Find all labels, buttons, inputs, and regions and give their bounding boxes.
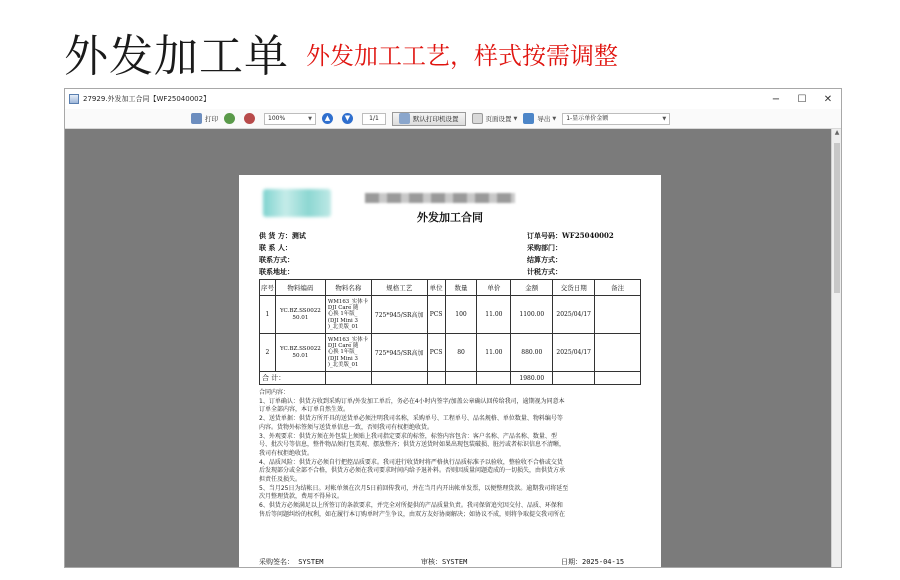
prev-page-button[interactable] (322, 113, 336, 124)
arrow-down-icon: ▼ (342, 113, 353, 124)
vertical-scrollbar[interactable] (831, 129, 841, 568)
table-header-row (260, 280, 641, 296)
cell-code: YC.BZ.SS0022 50.01 (275, 296, 325, 334)
terms-line: 后发现部分或全部不合格，供货方必须在我司要求时间内给予退补料。否则因质量问题造成的一切损失，由供货方承 (259, 467, 566, 475)
column-header: 数量 (445, 280, 477, 296)
cell-remark (595, 296, 641, 334)
column-header: 规格工艺 (371, 280, 427, 296)
cell-remark (595, 334, 641, 372)
terms-line: 次月整理货款，费用不得异议。 (259, 493, 344, 501)
column-header: 物料编码 (275, 280, 325, 296)
scroll-up-icon[interactable]: ▲ (834, 129, 840, 136)
terms-line: 订单全部内容，本订单自然生效。 (259, 406, 350, 414)
print-preview-window (64, 88, 842, 568)
zoom-select[interactable] (264, 113, 316, 125)
cell-price: 11.00 (477, 296, 511, 334)
terms-line: 号、批次号等信息，整件物品须打包美观、摆放整齐；供货方送货时如果出现包装破损、脏污或者标识信息不清晰， (259, 441, 566, 449)
default-printer-label: 默认打印机设置 (413, 115, 459, 123)
purchaser-signature: 采购签名： SYSTEM (259, 558, 324, 566)
total-row (260, 372, 641, 385)
window-title: 27929.外发加工合同【WF25040002】 (83, 95, 211, 103)
chevron-down-icon: ▼ (308, 115, 312, 122)
contact-method: 联系方式： (259, 255, 294, 264)
page-setup-button[interactable] (472, 113, 518, 124)
cell-amount: 880.00 (511, 334, 553, 372)
order-number: 订单号码：WF25040002 (527, 231, 614, 240)
page-setup-label: 页面设置 (485, 115, 512, 123)
supplier-info (259, 230, 306, 278)
printer-settings-icon (399, 113, 410, 124)
zoom-value: 100% (268, 114, 286, 122)
terms-line: 内容。货物外标签须与送货单信息一致，否则我司有权拒绝收货。 (259, 423, 434, 431)
terms-line: 3、外观要求：供货方须在外包装上须贴上我司指定要求的标签，标签内容包含：客户名称、产品名称、数量、型 (259, 432, 557, 440)
display-mode-select[interactable] (562, 113, 670, 125)
zoom-out-icon (244, 113, 255, 124)
zoom-out-button[interactable] (244, 113, 258, 124)
page-setup-icon (472, 113, 483, 124)
cell-seq: 1 (260, 296, 276, 334)
page-number-input[interactable] (362, 113, 386, 125)
banner-subtitle: 外发加工工艺，样式按需调整 (306, 42, 618, 70)
reviewer-signature: 审核：SYSTEM (421, 558, 468, 566)
terms-line: 合同内容： (259, 389, 290, 396)
total-amount: 1980.00 (511, 372, 553, 385)
app-icon (69, 94, 79, 104)
contact-person: 联 系 人： (259, 243, 292, 252)
document-title: 外发加工合同 (417, 211, 483, 224)
cell-qty: 100 (445, 296, 477, 334)
column-header: 单价 (477, 280, 511, 296)
terms-line: 担责任及损失。 (259, 476, 302, 484)
order-info (527, 230, 614, 278)
terms-line: 6、供货方必须满足以上所签订的条款要求，并完全对所提供的产品质量负责。我司保留追究因交付、品质、环保和 (259, 502, 563, 510)
column-header: 备注 (595, 280, 641, 296)
cell-amount: 1100.00 (511, 296, 553, 334)
settlement-method: 结算方式： (527, 255, 562, 264)
terms-line: 4、品质风险：供货方必须自行把控品质要求。我司进行收货时将严格执行品质标准予以验收，整验收不合格或交货 (259, 458, 563, 466)
table-row (260, 296, 641, 334)
print-button[interactable] (191, 113, 218, 124)
display-mode-value: 1-显示单价金额 (566, 114, 609, 122)
purchase-department: 采购部门： (527, 243, 562, 252)
terms-line: 售后等问题纠纷的权利，如在履行本订购单时产生争议，由双方友好协商解决；如协议不成，则将争取提交我司所在 (259, 510, 566, 518)
cell-name: WM163_实体卡 DJI Care 随 心换 1年版_ (DJI Mini 3 )_北美版_01 (325, 296, 371, 334)
chevron-down-icon: ▼ (662, 115, 667, 122)
column-header: 交货日期 (553, 280, 595, 296)
preview-toolbar (65, 109, 841, 129)
cell-spec: 725*945/SR高加 (371, 334, 427, 372)
minimize-button[interactable]: − (771, 93, 781, 105)
column-header: 物料名称 (325, 280, 371, 296)
next-page-button[interactable] (342, 113, 356, 124)
terms-line: 1、订单确认：供货方收到采购订单/外发加工单后，务必在4小时内签字/加盖公章确认回传给我司，逾期视为同意本 (259, 397, 565, 405)
scrollbar-thumb[interactable] (834, 143, 840, 293)
terms-line: 2、送货单据：供货方所开具的送货单必须注明我司名称，采购单号、工程单号、品名规格、单位数量、物料编号等 (259, 415, 563, 423)
page-value: 1/1 (369, 114, 379, 122)
cell-date: 2025/04/17 (553, 334, 595, 372)
default-printer-settings-button[interactable] (392, 112, 466, 126)
cell-code: YC.BZ.SS0022 50.01 (275, 334, 325, 372)
export-icon (523, 113, 534, 124)
items-table (259, 279, 641, 385)
banner-title: 外发加工单 (64, 31, 289, 82)
sign-date: 日期：2025-04-15 (561, 558, 625, 566)
export-button[interactable] (523, 113, 556, 124)
cell-spec: 725*945/SR高加 (371, 296, 427, 334)
cell-name: WM163_实体卡 DJI Care 随 心换 1年版_ (DJI Mini 3 )_北美版_01 (325, 334, 371, 372)
cell-unit: PCS (427, 296, 445, 334)
export-label: 导出 (537, 115, 551, 123)
chevron-down-icon: ▼ (552, 115, 557, 122)
terms-line: 我司有权拒绝收货。 (259, 449, 314, 457)
cell-seq: 2 (260, 334, 276, 372)
table-row (260, 334, 641, 372)
zoom-in-button[interactable] (224, 113, 238, 124)
tax-method: 计税方式： (527, 267, 562, 276)
cell-unit: PCS (427, 334, 445, 372)
cell-price: 11.00 (477, 334, 511, 372)
arrow-up-icon: ▲ (322, 113, 333, 124)
document-page (239, 175, 661, 568)
banner (0, 0, 900, 88)
contract-terms (259, 389, 643, 520)
printer-icon (191, 113, 202, 124)
column-header: 单位 (427, 280, 445, 296)
cell-qty: 80 (445, 334, 477, 372)
terms-line: 5、当月25日为结帐日。对帐单须在次月5日前回传我司，并在当月内开出帐单发票，以便整理货款。逾期我司将延至 (259, 484, 569, 492)
total-label: 合 计： (260, 372, 326, 385)
zoom-in-icon (224, 113, 235, 124)
cell-date: 2025/04/17 (553, 296, 595, 334)
maximize-button[interactable]: ☐ (797, 93, 807, 105)
company-name-blurred (365, 193, 515, 203)
contact-address: 联系地址： (259, 267, 294, 276)
supplier-name: 供 货 方：测试 (259, 231, 306, 240)
preview-canvas[interactable] (65, 129, 833, 568)
column-header: 金额 (511, 280, 553, 296)
close-button[interactable]: ✕ (823, 93, 833, 105)
chevron-down-icon: ▼ (513, 115, 518, 122)
column-header: 序号 (260, 280, 276, 296)
print-label: 打印 (205, 115, 218, 123)
window-titlebar (65, 89, 841, 109)
